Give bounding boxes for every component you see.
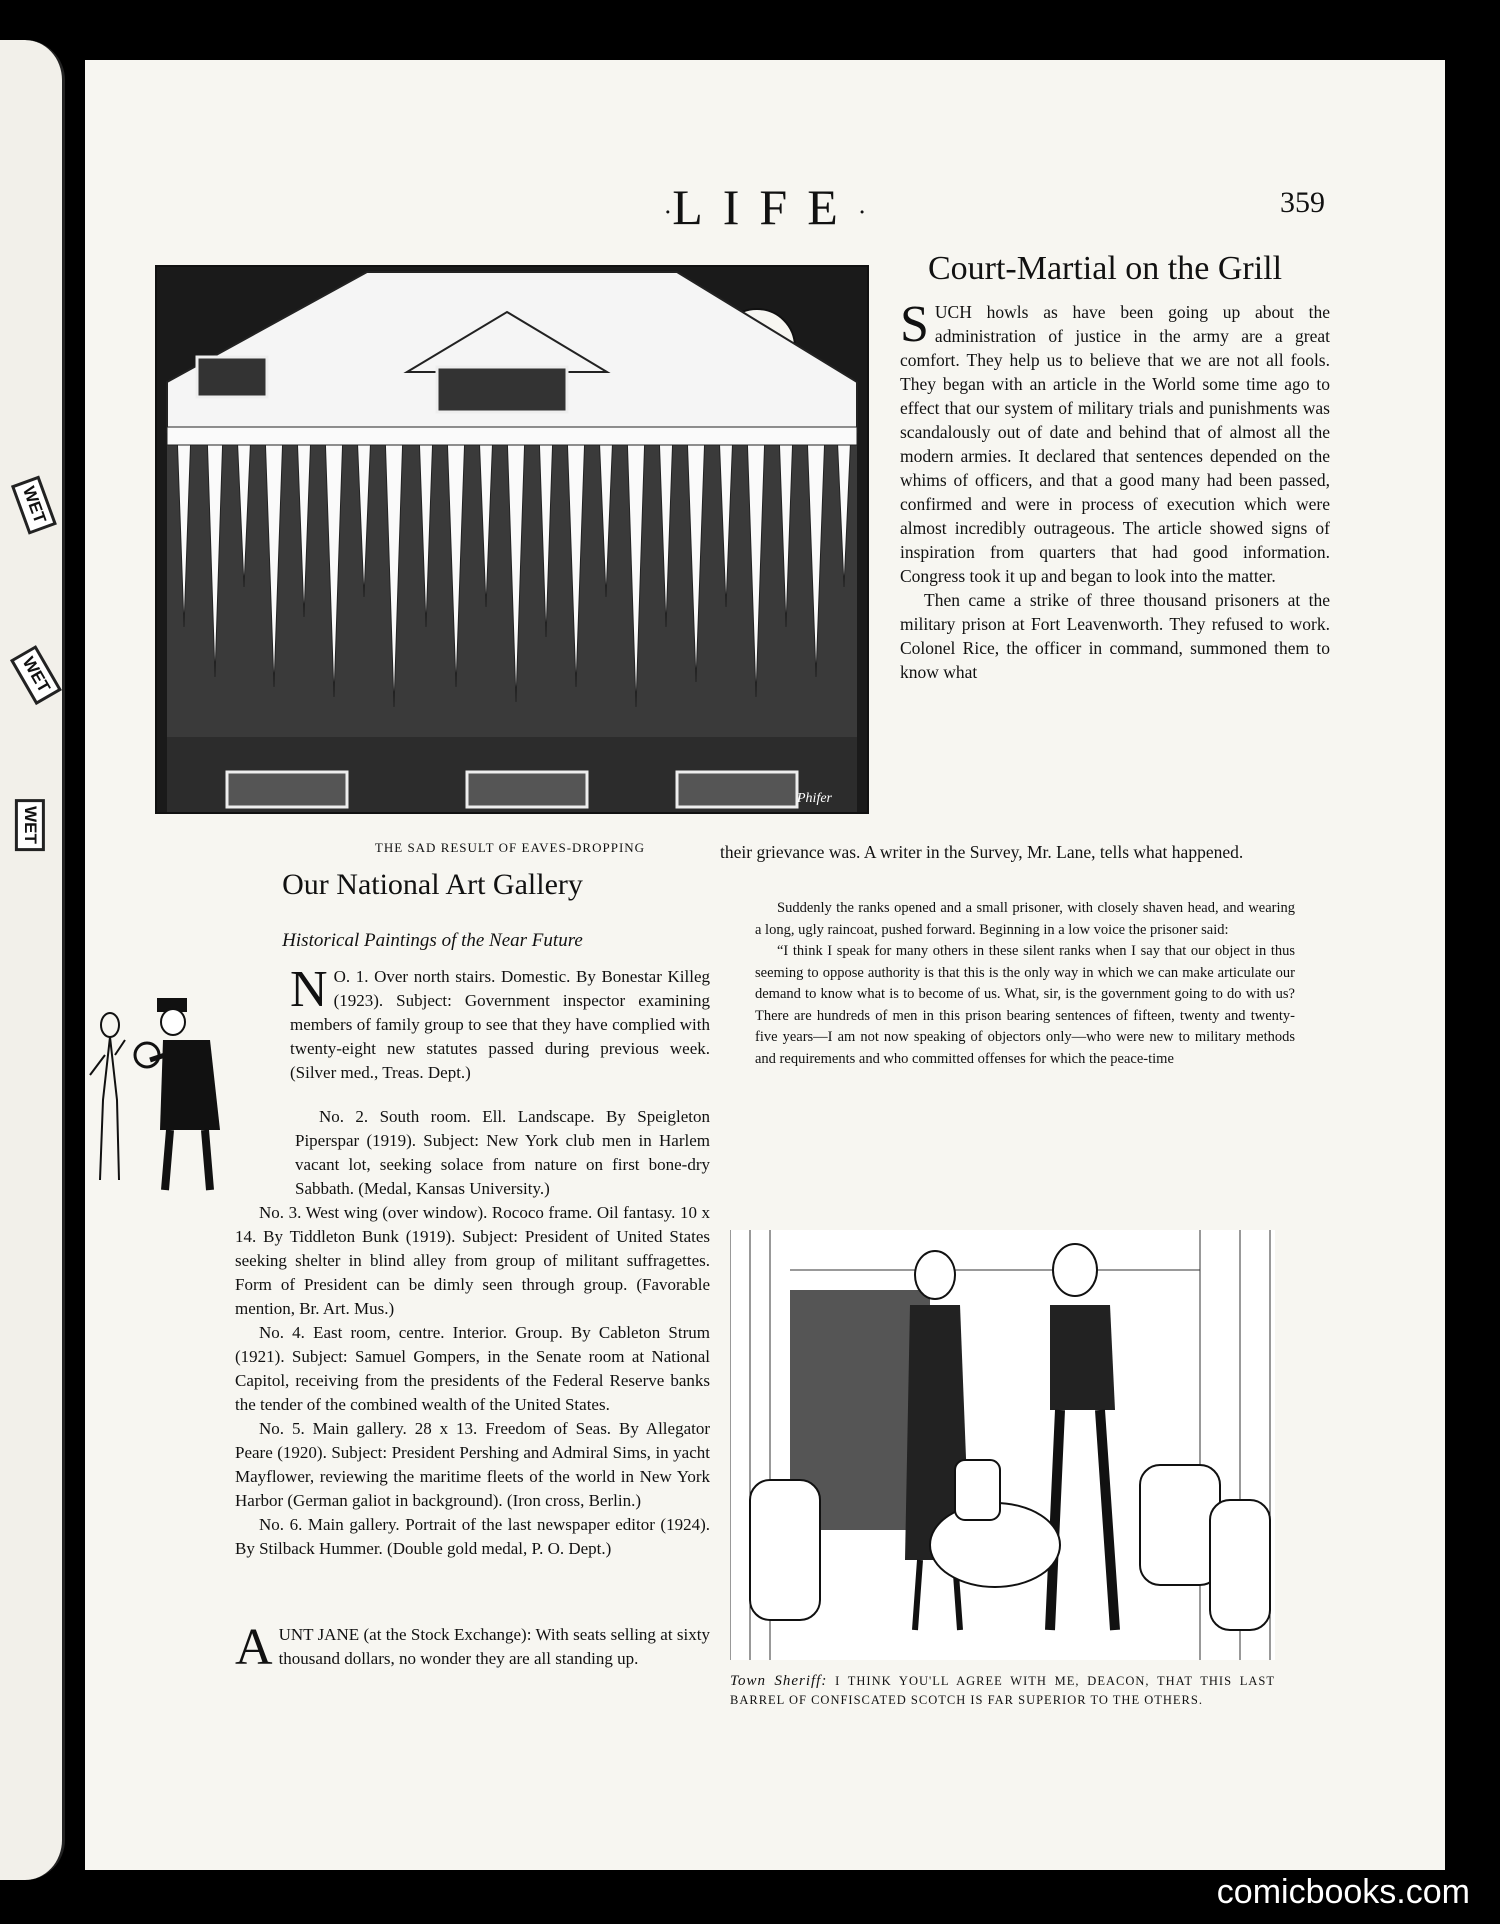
wet-sign-2: WET (10, 645, 62, 705)
dropcap-s: S (900, 296, 929, 353)
court-martial-title: Court-Martial on the Grill (927, 250, 1283, 287)
art-gallery-body-1 (290, 961, 710, 1085)
art-gallery-title: Our National Art Gallery (282, 868, 583, 901)
dropcap-n: N (290, 961, 328, 1018)
gallery-no3: No. 3. West wing (over window). Rococo frame. Oil fantasy. 10 x 14. By Tiddleton Bunk (1919). Subject: President of United States seeking shelter in blind alley from group of militant suffragettes. Form of President can be dimly seen through group. (Favorable mention, Br. Art. Mus.) (235, 1203, 710, 1318)
page-number: 359 (1280, 186, 1325, 219)
eaves-caption: THE SAD RESULT OF EAVES-DROPPING (374, 840, 646, 855)
court-martial-body (900, 296, 1330, 684)
caption-text: I THINK YOU'LL AGREE WITH ME, DEACON, THAT THIS LAST BARREL OF CONFISCATED SCOTCH IS FAR SUPERIOR TO THE OTHERS. (730, 1674, 1276, 1707)
art-gallery-body-2 (235, 1105, 710, 1561)
court-martial-para2: Then came a strike of three thousand prisoners at the military prison at Fort Leavenworth. They refused to work. Colonel Rice, the officer in command, summoned them to know what (900, 590, 1330, 682)
gallery-no1: O. 1. Over north stairs. Domestic. By Bonestar Killeg (1923). Subject: Government inspector examining members of family group to see that they have complied with twenty-eight new statutes passed during previous week. (Silver med., Treas. Dept.) (290, 967, 710, 1082)
gallery-no5: No. 5. Main gallery. 28 x 13. Freedom of Seas. By Allegator Peare (1920). Subject: President Pershing and Admiral Sims, in yacht Mayflower, reviewing the maritime fleets of the world in New York Harbor (German galiot in background). (Iron cross, Berlin.) (235, 1419, 710, 1510)
gallery-no4: No. 4. East room, centre. Interior. Group. By Cableton Strum (1921). Subject: Samuel Gompers, in the Senate room at National Capitol, receiving from the presidents of the Federal Reserve banks the tender of the combined wealth of the United States. (235, 1323, 710, 1414)
icicle-house-drawing (157, 267, 867, 812)
masthead: ·LIFE· (663, 179, 867, 235)
aunt-jane-text: UNT JANE (at the Stock Exchange): With seats selling at sixty thousand dollars, no wonder they are all standing up. (278, 1625, 710, 1668)
quote-para1: Suddenly the ranks opened and a small prisoner, with closely shaven head, and wearing a long, ugly raincoat, pushed forward. Beginning in a low voice the prisoner said: (755, 900, 1295, 938)
artist-signature: Phifer (797, 791, 832, 806)
sheriff-caption (730, 1672, 1275, 1710)
cartoon-eaves-dropping (155, 265, 869, 814)
art-gallery-subtitle: Historical Paintings of the Near Future (282, 930, 583, 951)
survey-quote (755, 898, 1295, 1070)
gallery-no6: No. 6. Main gallery. Portrait of the last newspaper editor (1924). By Stilback Hummer. (Double gold medal, P. O. Dept.) (235, 1515, 710, 1558)
left-page-sliver (0, 40, 65, 1880)
court-martial-para2-cont: their grievance was. A writer in the Survey, Mr. Lane, tells what happened. (720, 842, 1244, 862)
aunt-jane-joke (235, 1619, 710, 1676)
inspector-figure-drawing (85, 980, 245, 1200)
gallery-no2: No. 2. South room. Ell. Landscape. By Speigleton Piperspar (1919). Subject: New York club men in Harlem vacant lot, seeking solace from nature on first bone-dry Sabbath. (Medal, Kansas University.) (295, 1107, 710, 1198)
wet-sign-1: WET (11, 476, 57, 535)
cartoon-confiscated-scotch (730, 1230, 1275, 1660)
wet-sign-3: WET (15, 799, 45, 851)
watermark: comicbooks.com (1216, 1873, 1470, 1911)
sheriff-deacon-drawing (730, 1230, 1275, 1660)
dropcap-a: A (235, 1619, 273, 1676)
caption-speaker: Town Sheriff: (730, 1673, 828, 1689)
magazine-page (85, 60, 1445, 1870)
quote-para2: “I think I speak for many others in these silent ranks when I say that our object in thus seeming to oppose authority is that this is the only way in which we can make articulate our demand to know what is to become of us. What, sir, is the government going to do with us? There are hundreds of men in this prison bearing sentences of fifteen, twenty and twenty-five years—I am not now speaking of objectors only—who were new to military methods and requirements and who committed offenses for which the peace-time (755, 943, 1295, 1067)
court-martial-para1: UCH howls as have been going up about the administration of justice in the army are a great comfort. They help us to believe that we are not all fools. They began with an article in the World some time ago to effect that our system of military trials and punishments was scandalously out of date and behind that of almost all the modern armies. It declared that sentences depended on the whims of officers, and that a good many had been passed, confirmed and were in process of execution which were almost incredibly outrageous. The article showed signs of inspiration from quarters that had good information. Congress took it up and began to look into the matter. (900, 302, 1330, 586)
